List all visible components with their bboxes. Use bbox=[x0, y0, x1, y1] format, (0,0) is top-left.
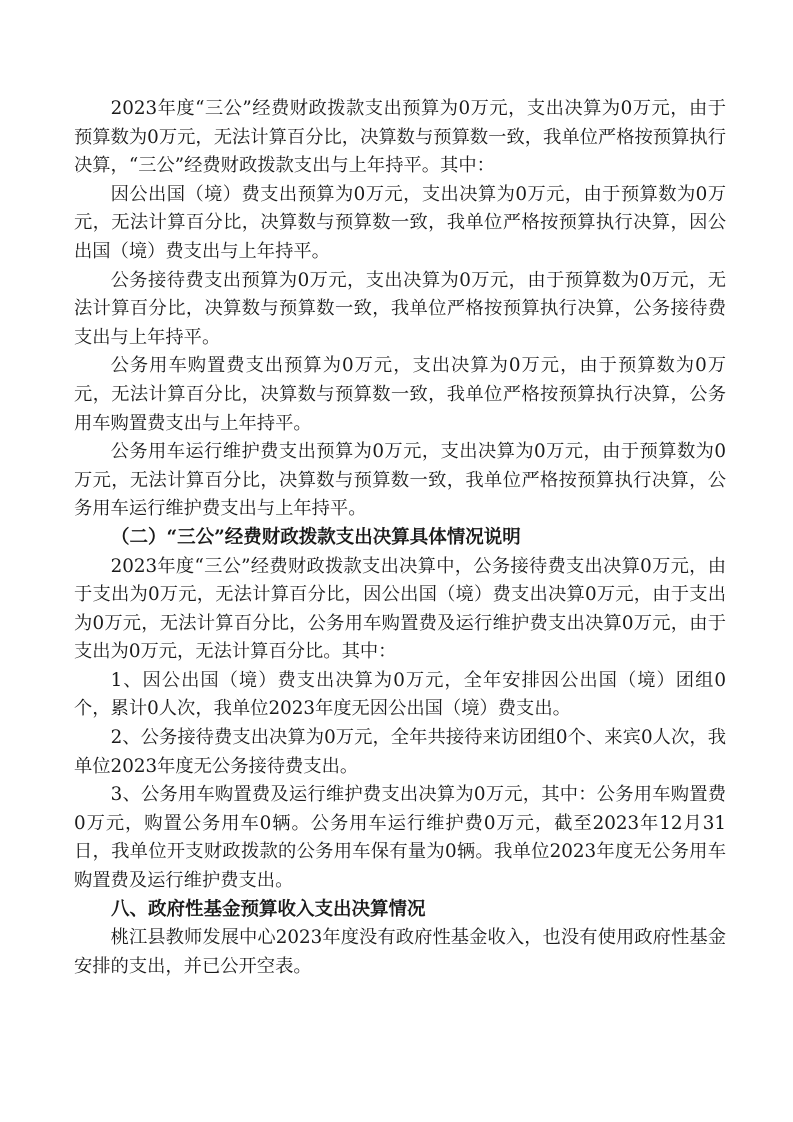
section-heading-sangong-details: （二）“三公”经费财政拨款支出决算具体情况说明 bbox=[111, 526, 521, 548]
paragraph-sangong-final-accounts: 2023年度“三公”经费财政拨款支出决算中，公务接待费支出决算0万元，由于支出为0万元，无法计算百分比，因公出国（境）费支出决算0万元，由于支出为0万元，无法计算百分比，公务用车购置费及运行维护费支出决算0万元，由于支出为0万元，无法计算百分比。其中： bbox=[74, 555, 726, 663]
paragraph-government-funds-statement: 桃江县教师发展中心2023年度没有政府性基金收入，也没有使用政府性基金安排的支出，并已公开空表。 bbox=[74, 927, 726, 977]
paragraph-vehicle-maintenance-budget: 公务用车运行维护费支出预算为0万元，支出决算为0万元，由于预算数为0万元，无法计算百分比，决算数与预算数一致，我单位严格按预算执行决算，公务用车运行维护费支出与上年持平。 bbox=[74, 441, 726, 520]
section-heading-government-funds: 八、政府性基金预算收入支出决算情况 bbox=[111, 898, 426, 920]
paragraph-reception-budget: 公务接待费支出预算为0万元，支出决算为0万元，由于预算数为0万元，无法计算百分比，决算数与预算数一致，我单位严格按预算执行决算，公务接待费支出与上年持平。 bbox=[74, 269, 726, 348]
paragraph-overseas-travel-budget: 因公出国（境）费支出预算为0万元，支出决算为0万元，由于预算数为0万元，无法计算百分比，决算数与预算数一致，我单位严格按预算执行决算，因公出国（境）费支出与上年持平。 bbox=[74, 183, 726, 262]
paragraph-sangong-budget-overview: 2023年度“三公”经费财政拨款支出预算为0万元，支出决算为0万元，由于预算数为0万元，无法计算百分比，决算数与预算数一致，我单位严格按预算执行决算，“三公”经费财政拨款支出与上年持平。其中： bbox=[74, 98, 726, 177]
paragraph-item-1-overseas-travel: 1、因公出国（境）费支出决算为0万元，全年安排因公出国（境）团组0个，累计0人次，我单位2023年度无因公出国（境）费支出。 bbox=[74, 669, 726, 720]
paragraph-item-3-vehicles: 3、公务用车购置费及运行维护费支出决算为0万元，其中：公务用车购置费0万元，购置公务用车0辆。公务用车运行维护费0万元，截至2023年12月31日，我单位开支财政拨款的公务用车保有量为0辆。我单位2023年度无公务用车购置费及运行维护费支出。 bbox=[74, 784, 726, 892]
paragraph-item-2-reception: 2、公务接待费支出决算为0万元，全年共接待来访团组0个、来宾0人次，我单位2023年度无公务接待费支出。 bbox=[74, 727, 726, 777]
paragraph-vehicle-purchase-budget: 公务用车购置费支出预算为0万元，支出决算为0万元，由于预算数为0万元，无法计算百分比，决算数与预算数一致，我单位严格按预算执行决算，公务用车购置费支出与上年持平。 bbox=[74, 355, 726, 434]
document-body bbox=[74, 95, 726, 981]
